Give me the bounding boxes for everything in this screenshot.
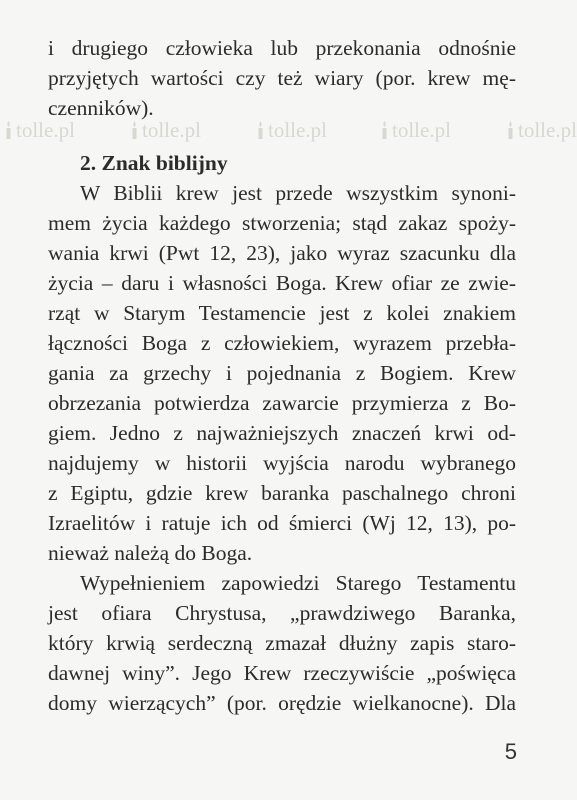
candle-icon — [506, 120, 515, 140]
candle-icon — [380, 120, 389, 140]
text-line: nieważ należą do Boga. — [48, 541, 253, 565]
candle-icon — [4, 120, 13, 140]
page-number: 5 — [504, 739, 517, 764]
text-line: dawnej winy”. Jego Krew rzeczywiście „poświęca — [48, 661, 516, 685]
text-line: najdujemy w historii wyjścia narodu wybranego — [48, 451, 516, 475]
watermark-text: tolle.pl — [518, 117, 577, 142]
text-line: życia – daru i własności Boga. Krew ofiar ze zwie- — [48, 271, 516, 295]
text-line: gania za grzechy i pojednania z Bogiem. Krew — [48, 361, 516, 385]
watermark-text: tolle.pl — [268, 117, 327, 142]
text-line: mem życia każdego stworzenia; stąd zakaz spoży- — [48, 211, 516, 235]
watermark-text: tolle.pl — [392, 117, 451, 142]
text-line: który krwią serdeczną zmazał dłużny zapis staro- — [48, 631, 516, 655]
text-line: Wypełnieniem zapowiedzi Starego Testamentu — [80, 571, 516, 595]
text-line: i drugiego człowieka lub przekonania odnośnie — [48, 36, 516, 60]
text-line: W Biblii krew jest przede wszystkim synoni- — [80, 181, 516, 205]
candle-icon — [130, 120, 139, 140]
text-line: Izraelitów i ratuje ich od śmierci (Wj 12, 13), po- — [48, 511, 516, 535]
section-heading: 2. Znak biblijny — [80, 151, 228, 175]
text-line: domy wierzących” (por. orędzie wielkanocne). Dla — [48, 691, 516, 715]
text-line: jest ofiara Chrystusa, „prawdziwego Baranka, — [48, 601, 516, 625]
text-line: obrzezania potwierdza zawarcie przymierza z Bo- — [48, 391, 516, 415]
text-line: przyjętych wartości czy też wiary (por. krew mę- — [48, 66, 516, 90]
watermark-text: tolle.pl — [16, 117, 75, 142]
text-line: łączności Boga z człowiekiem, wyrazem przebła- — [48, 331, 516, 355]
text-line: giem. Jedno z najważniejszych znaczeń krwi od- — [48, 421, 516, 445]
candle-icon — [256, 120, 265, 140]
watermark — [506, 115, 577, 145]
text-line: czenników). — [48, 96, 154, 120]
text-line: z Egiptu, gdzie krew baranka paschalnego chroni — [48, 481, 516, 505]
watermark-text: tolle.pl — [142, 117, 201, 142]
text-line: wania krwi (Pwt 12, 23), jako wyraz szacunku dla — [48, 241, 516, 265]
text-line: rząt w Starym Testamencie jest z kolei znakiem — [48, 301, 516, 325]
